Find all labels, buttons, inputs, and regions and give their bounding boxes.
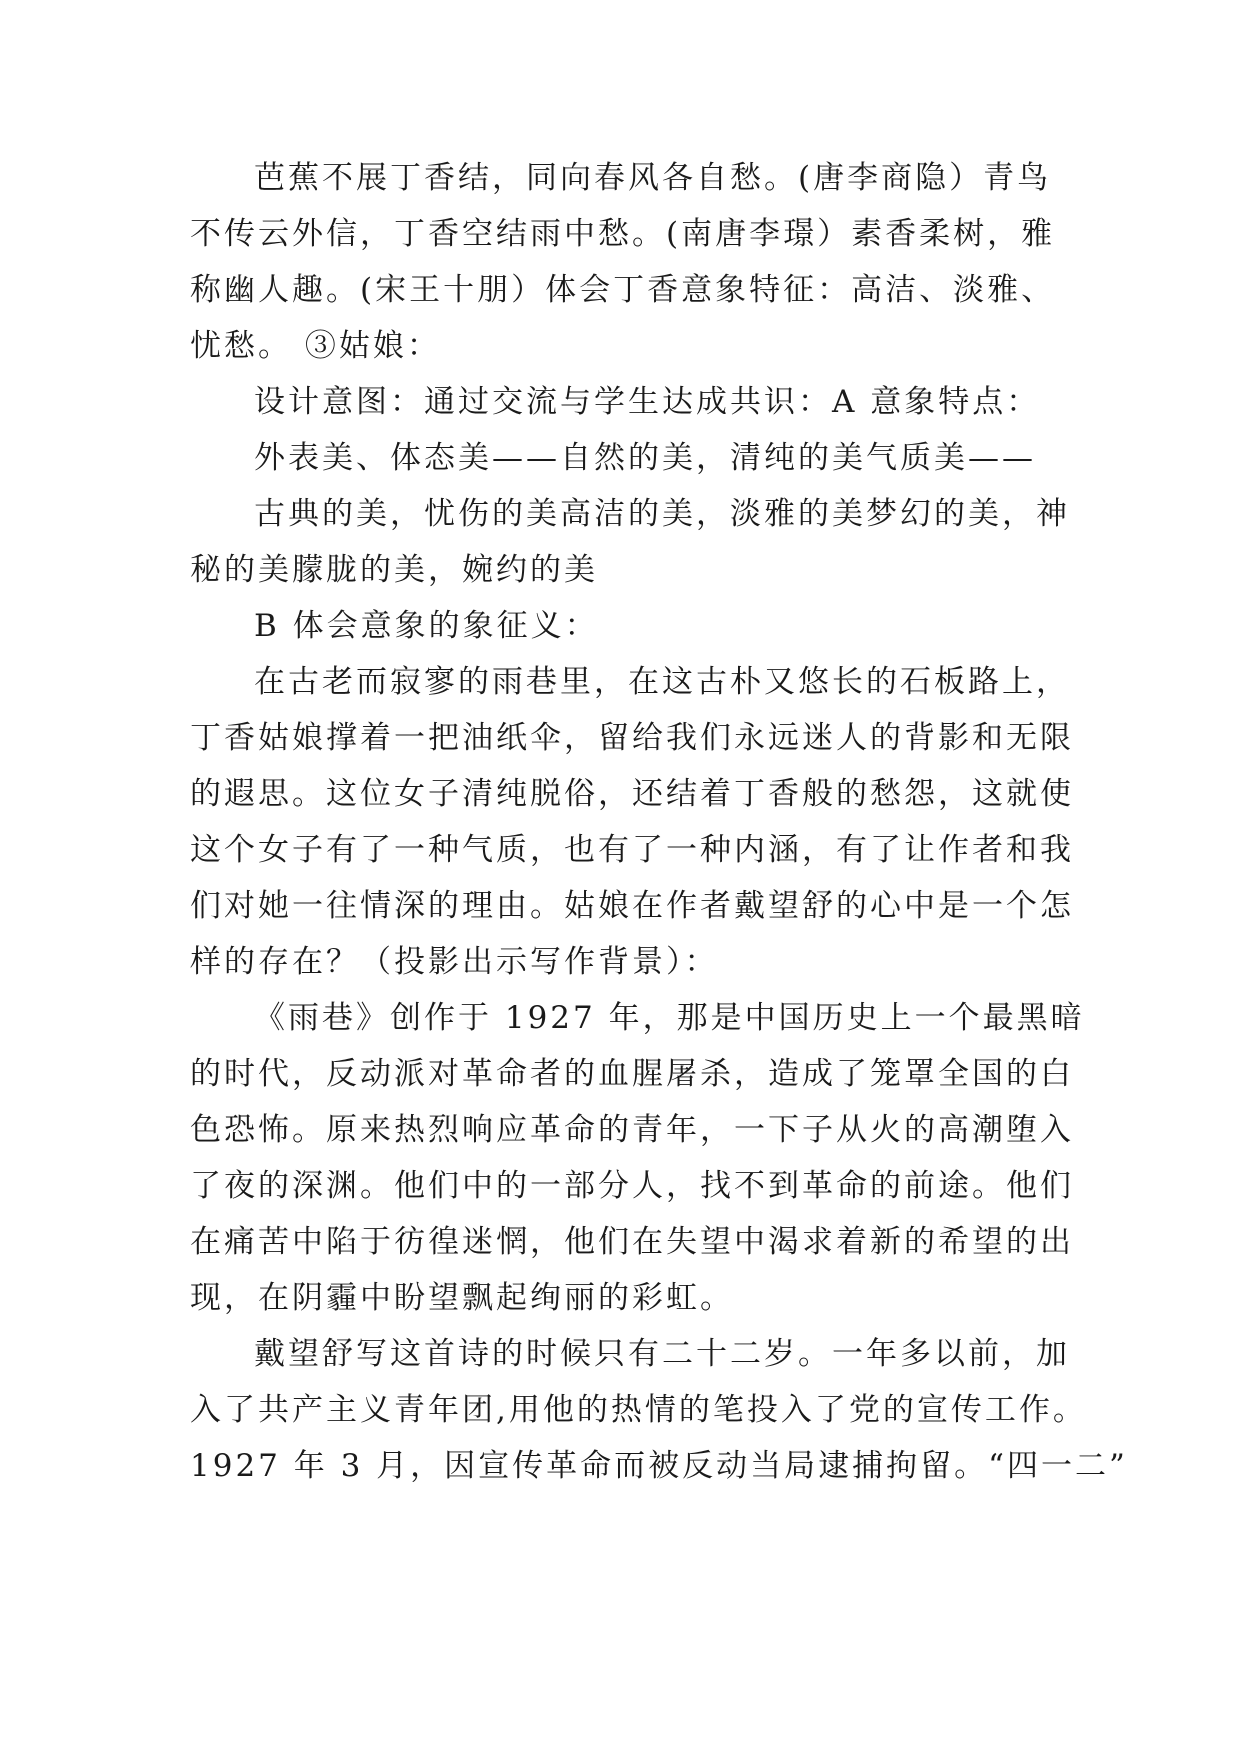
text-line: 丁香姑娘撑着一把油纸伞，留给我们永远迷人的背影和无限 [190, 720, 1074, 756]
text-line: 们对她一往情深的理由。姑娘在作者戴望舒的心中是一个怎 [190, 888, 1074, 924]
text-line: 现，在阴霾中盼望飘起绚丽的彩虹。 [190, 1280, 734, 1316]
text-line: 外表美、体态美——自然的美，清纯的美气质美—— [254, 440, 1036, 476]
text-line: 色恐怖。原来热烈响应革命的青年，一下子从火的高潮堕入 [190, 1112, 1074, 1148]
text-line: 设计意图：通过交流与学生达成共识：A 意象特点： [254, 384, 1041, 420]
text-line: 《雨巷》创作于 1927 年，那是中国历史上一个最黑暗 [254, 1000, 1085, 1036]
text-line: 秘的美朦胧的美，婉约的美 [190, 552, 598, 588]
text-line: 在古老而寂寥的雨巷里，在这古朴又悠长的石板路上， [254, 664, 1070, 700]
text-line: 了夜的深渊。他们中的一部分人，找不到革命的前途。他们 [190, 1168, 1074, 1204]
text-line: 不传云外信，丁香空结雨中愁。(南唐李璟）素香柔树，雅 [190, 216, 1056, 252]
text-line: 在痛苦中陷于彷徨迷惘，他们在失望中渴求着新的希望的出 [190, 1224, 1074, 1260]
paragraph-historical-background [190, 990, 1085, 1326]
text-line: 这个女子有了一种气质，也有了一种内涵，有了让作者和我 [190, 832, 1074, 868]
text-line: 的时代，反动派对革命者的血腥屠杀，造成了笼罩全国的白 [190, 1056, 1074, 1092]
text-line: 芭蕉不展丁香结，同向春风各自愁。(唐李商隐）青鸟 [254, 160, 1052, 196]
paragraph-beauty-classic [190, 486, 1070, 598]
text-line: 戴望舒写这首诗的时候只有二十二岁。一年多以前，加 [254, 1336, 1070, 1372]
paragraph-design-intent [190, 374, 1060, 430]
text-line: 1927 年 3 月，因宣传革命而被反动当局逮捕拘留。“四一二” [190, 1448, 1128, 1484]
document-body [190, 150, 1128, 1494]
text-line: 样的存在？（投影出示写作背景）： [190, 944, 719, 980]
text-line: 入了共产主义青年团,用他的热情的笔投入了党的宣传工作。 [190, 1392, 1087, 1428]
paragraph-beauty-outer [190, 430, 1060, 486]
text-line: 古典的美，忧伤的美高洁的美，淡雅的美梦幻的美，神 [254, 496, 1070, 532]
paragraph-rain-alley-girl [190, 654, 1074, 990]
paragraph-ding-xiang-imagery [190, 150, 1060, 374]
paragraph-dai-wangshu-biography [190, 1326, 1128, 1494]
text-line: 的遐思。这位女子清纯脱俗，还结着丁香般的愁怨，这就使 [190, 776, 1074, 812]
text-line: 忧愁。 ③姑娘： [190, 328, 441, 364]
text-line: B 体会意象的象征义： [254, 608, 599, 644]
paragraph-symbolism-heading [190, 598, 1060, 654]
text-line: 称幽人趣。(宋王十朋）体会丁香意象特征：高洁、淡雅、 [190, 272, 1056, 308]
